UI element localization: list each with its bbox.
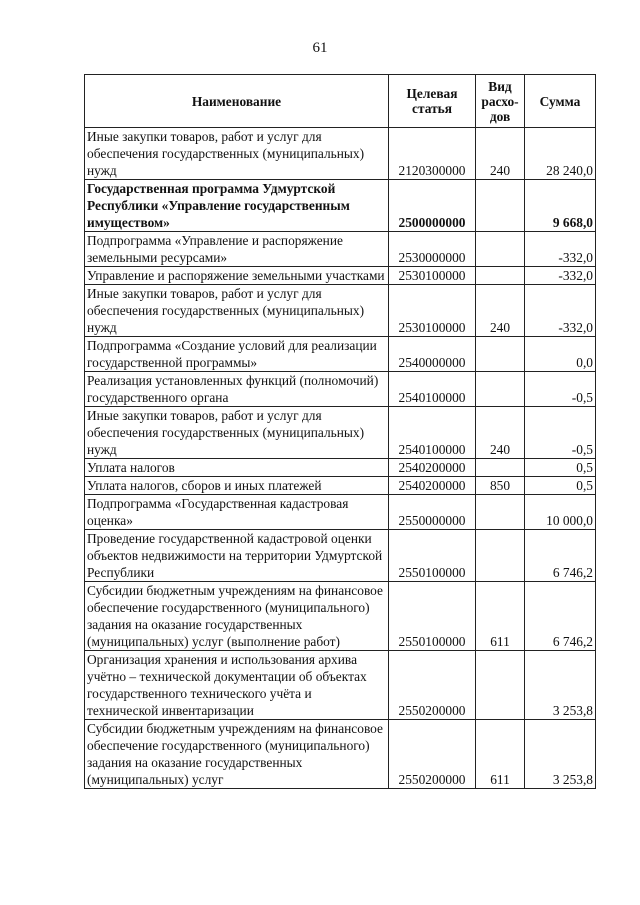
header-expense-type: Вид расхо-дов	[476, 75, 525, 128]
row-name-cell: Иные закупки товаров, работ и услуг для обеспечения государственных (муниципальных) нужд	[85, 407, 389, 459]
row-sum-cell: -332,0	[525, 232, 596, 267]
row-sum-cell: 6 746,2	[525, 530, 596, 582]
row-target-article-cell: 2530000000	[389, 232, 476, 267]
row-name-cell: Подпрограмма «Создание условий для реализации государственной программы»	[85, 337, 389, 372]
row-target-article-cell: 2530100000	[389, 285, 476, 337]
row-sum-cell: 28 240,0	[525, 128, 596, 180]
table-row	[85, 477, 596, 495]
row-target-article-cell: 2550200000	[389, 720, 476, 789]
row-name-cell: Субсидии бюджетным учреждениям на финансовое обеспечение государственного (муниципального) задания на оказание государственных (муниципальных) услуг (выполнение работ)	[85, 582, 389, 651]
table-row	[85, 285, 596, 337]
row-name-cell: Подпрограмма «Государственная кадастровая оценка»	[85, 495, 389, 530]
row-sum-cell: -332,0	[525, 267, 596, 285]
row-sum-cell: 3 253,8	[525, 720, 596, 789]
row-expense-type-cell: 850	[476, 477, 525, 495]
row-target-article-cell: 2550100000	[389, 582, 476, 651]
row-target-article-cell: 2540200000	[389, 459, 476, 477]
row-target-article-cell: 2540200000	[389, 477, 476, 495]
row-sum-cell: 0,5	[525, 477, 596, 495]
row-target-article-cell: 2530100000	[389, 267, 476, 285]
row-sum-cell: 10 000,0	[525, 495, 596, 530]
table-row	[85, 337, 596, 372]
row-expense-type-cell	[476, 232, 525, 267]
table-row	[85, 582, 596, 651]
table-row	[85, 128, 596, 180]
row-expense-type-cell	[476, 372, 525, 407]
row-expense-type-cell	[476, 530, 525, 582]
row-target-article-cell: 2500000000	[389, 180, 476, 232]
row-expense-type-cell	[476, 495, 525, 530]
row-target-article-cell: 2540100000	[389, 372, 476, 407]
table-row	[85, 180, 596, 232]
row-expense-type-cell: 611	[476, 720, 525, 789]
row-expense-type-cell	[476, 459, 525, 477]
header-sum: Сумма	[525, 75, 596, 128]
table-row	[85, 372, 596, 407]
row-name-cell: Подпрограмма «Управление и распоряжение земельными ресурсами»	[85, 232, 389, 267]
row-expense-type-cell	[476, 180, 525, 232]
table-body	[85, 128, 596, 789]
row-expense-type-cell: 240	[476, 285, 525, 337]
row-sum-cell: -332,0	[525, 285, 596, 337]
row-target-article-cell: 2550000000	[389, 495, 476, 530]
page-number: 61	[312, 40, 328, 56]
table-row	[85, 495, 596, 530]
row-target-article-cell: 2550200000	[389, 651, 476, 720]
row-target-article-cell: 2540100000	[389, 407, 476, 459]
header-target-article: Целевая статья	[389, 75, 476, 128]
row-sum-cell: 9 668,0	[525, 180, 596, 232]
row-name-cell: Организация хранения и использования архива учётно – технической документации об объектах государственного технического учёта и технической инвентаризации	[85, 651, 389, 720]
table-row	[85, 530, 596, 582]
row-name-cell: Управление и распоряжение земельными участками	[85, 267, 389, 285]
row-sum-cell: -0,5	[525, 407, 596, 459]
row-target-article-cell: 2550100000	[389, 530, 476, 582]
row-sum-cell: 0,5	[525, 459, 596, 477]
row-expense-type-cell	[476, 651, 525, 720]
row-target-article-cell: 2120300000	[389, 128, 476, 180]
row-sum-cell: 6 746,2	[525, 582, 596, 651]
row-expense-type-cell: 611	[476, 582, 525, 651]
table-header-row	[85, 75, 596, 128]
row-name-cell: Проведение государственной кадастровой оценки объектов недвижимости на территории Удмуртской Республики	[85, 530, 389, 582]
table-row	[85, 267, 596, 285]
row-name-cell: Государственная программа Удмуртской Республики «Управление государственным имуществом»	[85, 180, 389, 232]
row-name-cell: Уплата налогов, сборов и иных платежей	[85, 477, 389, 495]
row-expense-type-cell	[476, 267, 525, 285]
row-name-cell: Уплата налогов	[85, 459, 389, 477]
row-sum-cell: 3 253,8	[525, 651, 596, 720]
row-expense-type-cell: 240	[476, 407, 525, 459]
table-row	[85, 459, 596, 477]
row-name-cell: Субсидии бюджетным учреждениям на финансовое обеспечение государственного (муниципального) задания на оказание государственных (муниципальных) услуг	[85, 720, 389, 789]
row-name-cell: Иные закупки товаров, работ и услуг для обеспечения государственных (муниципальных) нужд	[85, 128, 389, 180]
row-name-cell: Реализация установленных функций (полномочий) государственного органа	[85, 372, 389, 407]
row-expense-type-cell: 240	[476, 128, 525, 180]
table-row	[85, 651, 596, 720]
row-name-cell: Иные закупки товаров, работ и услуг для обеспечения государственных (муниципальных) нужд	[85, 285, 389, 337]
header-name: Наименование	[85, 75, 389, 128]
row-target-article-cell: 2540000000	[389, 337, 476, 372]
table-row	[85, 407, 596, 459]
row-sum-cell: -0,5	[525, 372, 596, 407]
row-expense-type-cell	[476, 337, 525, 372]
table-row	[85, 720, 596, 789]
budget-table	[84, 74, 596, 789]
table-row	[85, 232, 596, 267]
row-sum-cell: 0,0	[525, 337, 596, 372]
